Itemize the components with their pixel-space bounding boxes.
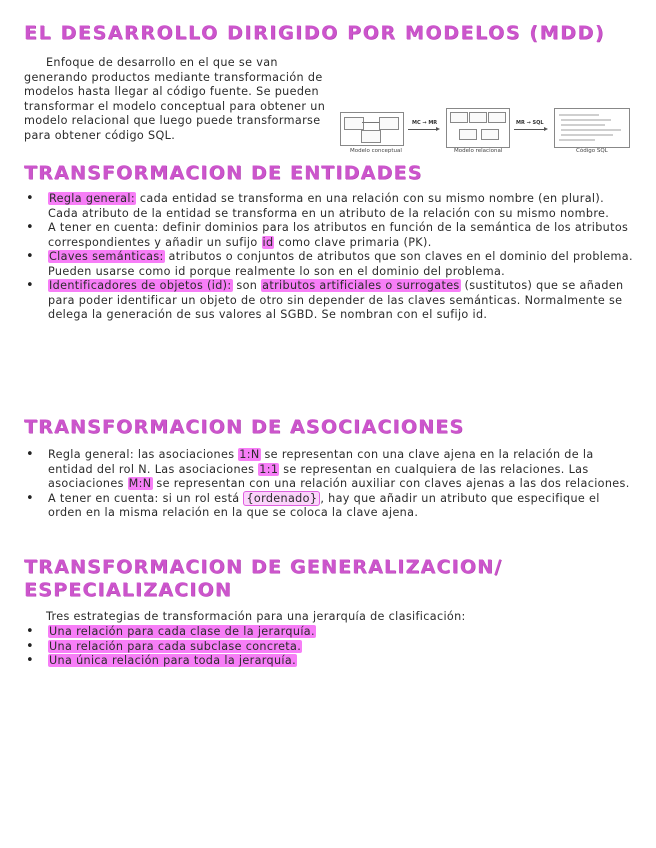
label-sql: Código SQL xyxy=(576,148,608,154)
conceptual-model-figure xyxy=(340,112,404,146)
highlight: Una única relación para toda la jerarquía. xyxy=(49,654,296,667)
relational-model-figure xyxy=(446,108,510,148)
highlight: Identificadores de objetos (id): xyxy=(49,279,232,292)
heading-asociaciones: TRANSFORMACION DE ASOCIACIONES xyxy=(24,416,465,438)
intro-paragraph: Enfoque de desarrollo en el que se van generando productos mediante transformación de modelos hasta llegar al código fuente. Se pueden transformar el modelo conceptual para obtener un modelo relacional que luego puede transformarse para obtener código SQL. xyxy=(24,56,326,142)
highlight: Una relación para cada subclase concreta. xyxy=(49,639,302,653)
list-item xyxy=(22,654,634,669)
list-generalizacion xyxy=(22,625,634,669)
list-item: • Claves semánticas: atributos o conjuntos de atributos que son claves en el dominio del problema. Pueden usarse como id porque realmente lo son en el dominio del problema. xyxy=(22,250,634,279)
arrow2-tag: MR → SQL xyxy=(516,120,544,126)
highlight: id xyxy=(262,235,274,249)
list-asociaciones xyxy=(22,448,634,521)
list-item: • A tener en cuenta: definir dominios para los atributos en función de la semántica de los atributos correspondientes y añadir un sufijo id como clave primaria (PK). xyxy=(22,221,634,250)
label-conceptual: Modelo conceptual xyxy=(350,148,402,154)
highlight: Claves semánticas: xyxy=(49,250,164,263)
list-item: • Identificadores de objetos (id): son atributos artificiales o surrogates (sustitutos) que se añaden para poder identificar un objeto de otro sin depender de las claves semánticas. Normalmente se delega la generación de sus valores al SGBD. Se nombran con el sufijo id. xyxy=(22,279,634,323)
arrow1-tag: MC → MR xyxy=(412,120,438,126)
highlight: 1:1 xyxy=(259,462,279,476)
highlight: 1:N xyxy=(239,448,260,461)
generalizacion-intro: Tres estrategias de transformación para una jerarquía de clasificación: xyxy=(46,610,466,623)
arrow1-line xyxy=(408,129,436,130)
sql-code-figure xyxy=(554,108,630,148)
list-item xyxy=(22,640,634,655)
heading-generalizacion: TRANSFORMACION DE GENERALIZACION/ ESPECIALIZACION xyxy=(24,556,503,601)
label-relacional: Modelo relacional xyxy=(454,148,503,154)
highlight: {ordenado} xyxy=(243,491,320,506)
highlight: Regla general: xyxy=(49,192,135,205)
highlight: Una relación para cada clase de la jerarquía. xyxy=(49,625,315,638)
highlight: atributos artificiales o surrogates xyxy=(262,279,460,292)
heading-entidades: TRANSFORMACION DE ENTIDADES xyxy=(24,162,423,184)
list-item: • A tener en cuenta: si un rol está {ordenado} , hay que añadir un atributo que especifique el orden en la misma relación en la que se coloca la clave ajena. xyxy=(22,492,634,521)
mdd-diagram xyxy=(336,106,632,156)
page-title: EL DESARROLLO DIRIGIDO POR MODELOS (MDD) xyxy=(24,22,606,44)
arrow2-head xyxy=(544,127,548,131)
arrow2-line xyxy=(514,129,544,130)
highlight: M:N xyxy=(128,477,152,490)
list-item: • Regla general: las asociaciones 1:N se representan con una clave ajena en la relación de la entidad del rol N. Las asociaciones 1:1 se representan en cualquiera de las relaciones. Las asociaciones M:N se representan con una relación auxiliar con claves ajenas a las dos relaciones. xyxy=(22,448,634,492)
list-entidades xyxy=(22,192,634,323)
arrow1-head xyxy=(436,127,440,131)
list-item xyxy=(22,625,634,640)
list-item: • Regla general: cada entidad se transforma en una relación con su mismo nombre (en plural). Cada atributo de la entidad se transforma en un atributo de la relación con su mismo nombre. xyxy=(22,192,634,221)
